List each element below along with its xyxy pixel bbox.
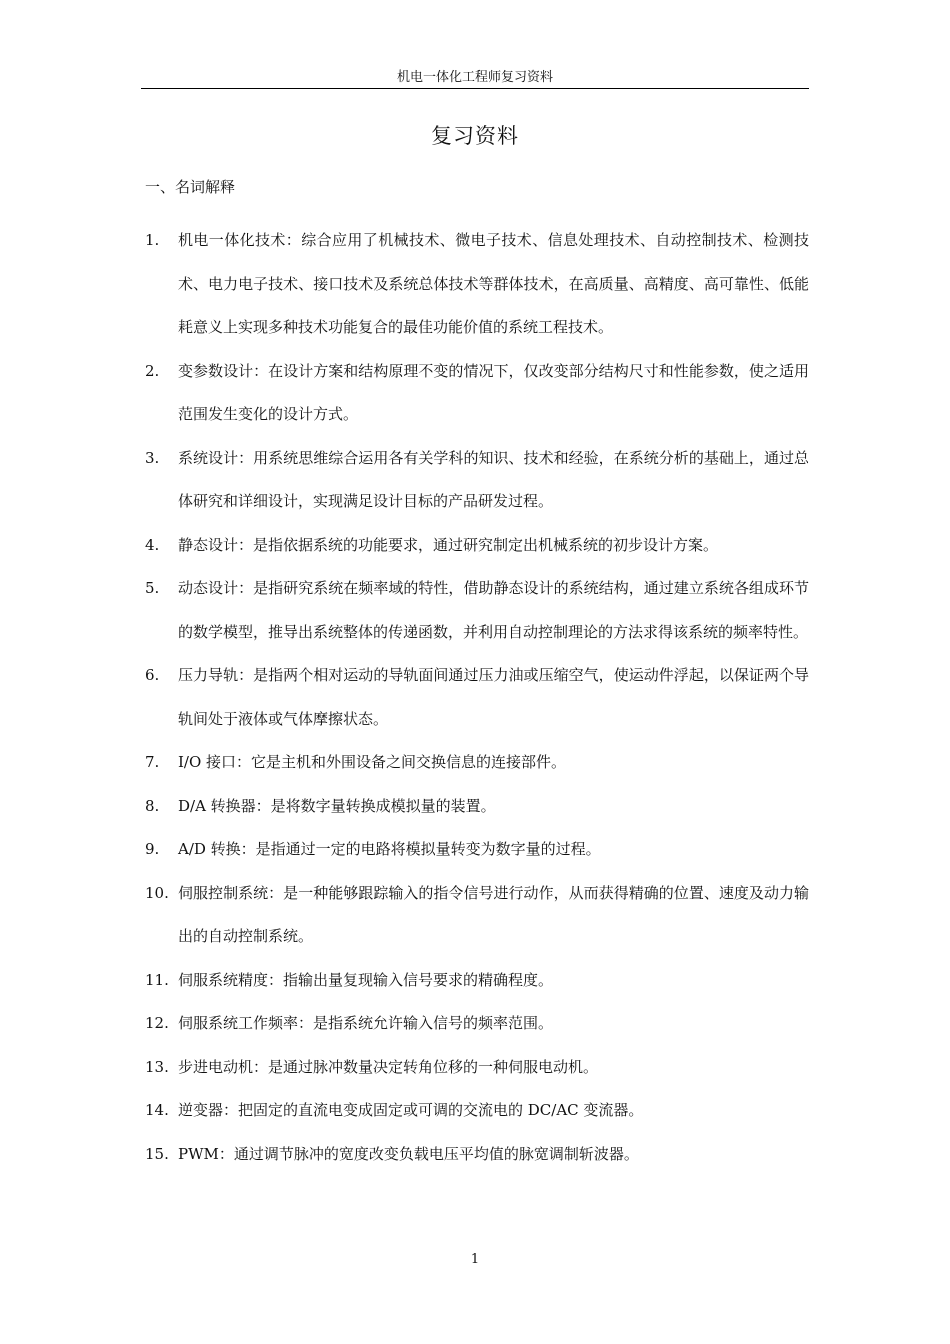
term-item-11	[145, 959, 809, 1003]
term-item-6	[145, 654, 809, 741]
term-number: 1.	[145, 231, 160, 249]
term-item-5	[145, 567, 809, 654]
document-title: 复习资料	[431, 124, 519, 148]
term-definition: 步进电动机：是通过脉冲数量决定转角位移的一种伺服电动机。	[178, 1057, 599, 1076]
term-number: 10.	[145, 883, 169, 902]
term-item-2	[145, 350, 809, 437]
term-number: 7.	[145, 753, 160, 771]
term-number: 3.	[145, 448, 160, 467]
term-number: 8.	[145, 796, 160, 815]
term-item-14	[145, 1089, 809, 1133]
term-number: 11.	[145, 970, 169, 989]
page-number: 1	[470, 1252, 480, 1267]
terms-list	[145, 219, 809, 1176]
term-number: 14.	[145, 1101, 169, 1119]
term-definition: 伺服系统工作频率：是指系统允许输入信号的频率范围。	[178, 1014, 554, 1032]
term-definition: 伺服系统精度：指输出量复现输入信号要求的精确程度。	[178, 970, 554, 989]
term-item-1	[145, 219, 809, 350]
term-number: 2.	[145, 361, 160, 380]
term-number: 5.	[145, 579, 160, 597]
term-definition: 静态设计：是指依据系统的功能要求，通过研究制定出机械系统的初步设计方案。	[178, 535, 719, 554]
term-definition: 系统设计：用系统思维综合运用各有关学科的知识、技术和经验，在系统分析的基础上，通过总体研究和详细设计，实现满足设计目标的产品研发过程。	[178, 448, 809, 510]
term-definition: 逆变器：把固定的直流电变成固定或可调的交流电的 DC/AC 变流器。	[178, 1101, 644, 1119]
term-number: 13.	[145, 1057, 169, 1076]
term-number: 15.	[145, 1144, 169, 1163]
term-item-12	[145, 1002, 809, 1046]
term-definition: A/D 转换：是指通过一定的电路将模拟量转变为数字量的过程。	[178, 840, 601, 858]
header-divider	[141, 88, 809, 89]
term-number: 12.	[145, 1014, 169, 1032]
term-item-4	[145, 524, 809, 568]
term-definition: 伺服控制系统：是一种能够跟踪输入的指令信号进行动作，从而获得精确的位置、速度及动力输出的自动控制系统。	[178, 883, 809, 945]
term-definition: PWM：通过调节脉冲的宽度改变负载电压平均值的脉宽调制斩波器。	[178, 1144, 639, 1163]
running-header: 机电一体化工程师复习资料	[396, 70, 553, 85]
term-item-7	[145, 741, 809, 785]
term-number: 6.	[145, 666, 160, 684]
section-heading: 一、名词解释	[145, 178, 236, 196]
term-item-8	[145, 785, 809, 829]
term-definition: 压力导轨：是指两个相对运动的导轨面间通过压力油或压缩空气，使运动件浮起，以保证两个导轨间处于液体或气体摩擦状态。	[178, 666, 809, 728]
term-item-13	[145, 1046, 809, 1090]
term-item-3	[145, 437, 809, 524]
term-definition: 动态设计：是指研究系统在频率域的特性，借助静态设计的系统结构，通过建立系统各组成环节的数学模型，推导出系统整体的传递函数，并利用自动控制理论的方法求得该系统的频率特性。	[178, 579, 809, 641]
term-item-10	[145, 872, 809, 959]
term-definition: I/O 接口：它是主机和外围设备之间交换信息的连接部件。	[178, 753, 567, 771]
term-definition: D/A 转换器：是将数字量转换成模拟量的装置。	[178, 796, 496, 815]
term-item-15	[145, 1133, 809, 1177]
term-item-9	[145, 828, 809, 872]
term-number: 4.	[145, 535, 160, 554]
term-definition: 变参数设计：在设计方案和结构原理不变的情况下，仅改变部分结构尺寸和性能参数，使之适用范围发生变化的设计方式。	[178, 361, 809, 423]
term-definition: 机电一体化技术：综合应用了机械技术、微电子技术、信息处理技术、自动控制技术、检测技术、电力电子技术、接口技术及系统总体技术等群体技术，在高质量、高精度、高可靠性、低能耗意义上实现多种技术功能复合的最佳功能价值的系统工程技术。	[178, 231, 809, 336]
term-number: 9.	[145, 840, 160, 858]
